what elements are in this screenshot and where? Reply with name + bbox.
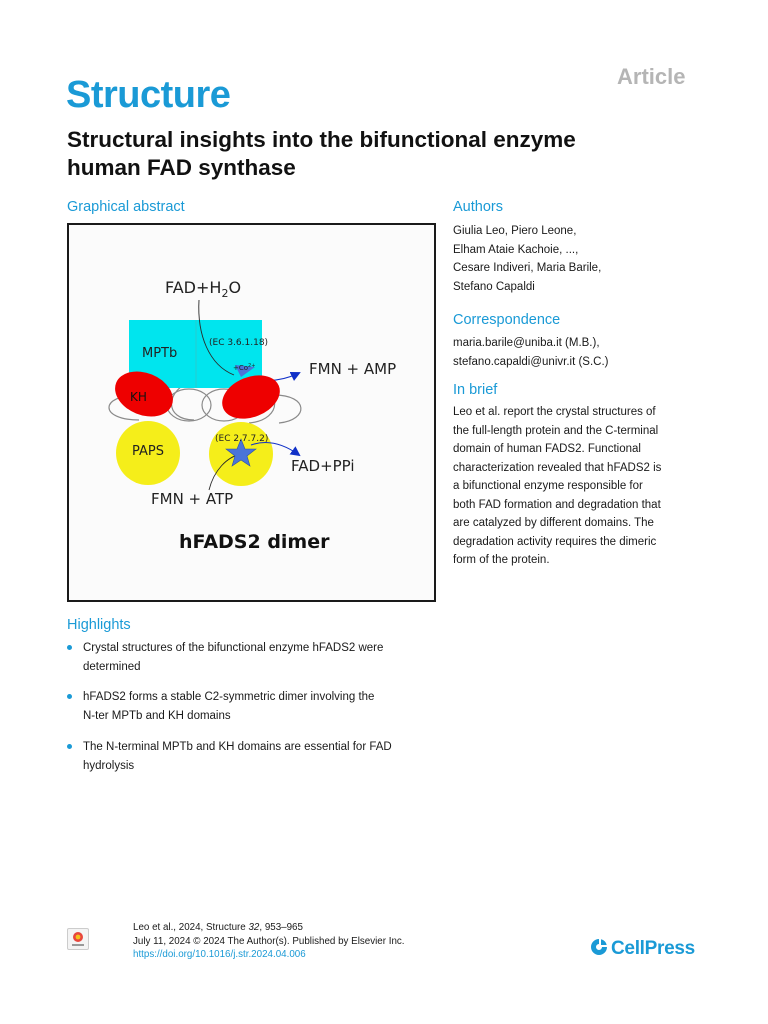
authors-line: Giulia Leo, Piero Leone, [453, 225, 577, 237]
substrate-top-label: $FAD+H_2O$ [165, 278, 242, 300]
highlight-line: determined [83, 660, 141, 673]
diagram-caption: hFADS2 dimer [179, 531, 330, 553]
substrate-bottom-label: FMN + ATP [151, 490, 234, 508]
in-brief-line: are catalyzed by different domains. The [453, 517, 654, 529]
graphical-abstract-figure [67, 223, 436, 602]
highlight-item [67, 738, 447, 775]
paps-label: PAPS [132, 444, 164, 459]
doi-link[interactable]: https://doi.org/10.1016/j.str.2024.04.006 [133, 949, 306, 960]
article-type-label: Article [617, 64, 686, 89]
kh-label: KH [130, 390, 147, 404]
bullet-icon [67, 645, 72, 650]
highlight-line: N-ter MPTb and KH domains [83, 709, 231, 722]
title-line: Structural insights into the bifunctional enzyme [67, 127, 576, 152]
in-brief-text [453, 403, 723, 570]
highlight-line: hFADS2 forms a stable C2-symmetric dimer involving the [83, 691, 375, 703]
publisher-name: CellPress [611, 938, 695, 959]
mptb-label: MPTb [142, 346, 178, 361]
correspondence-list [453, 334, 713, 371]
in-brief-line: a bifunctional enzyme responsible for [453, 480, 643, 492]
authors-line: Cesare Indiveri, Maria Barile, [453, 262, 602, 274]
authors-line: Stefano Capaldi [453, 280, 535, 293]
bullet-icon [67, 694, 72, 699]
linker-loop [274, 395, 301, 423]
highlight-line: Crystal structures of the bifunctional enzyme hFADS2 were [83, 642, 384, 654]
highlights-heading: Highlights [67, 617, 131, 633]
in-brief-line: characterization revealed that hFADS2 is [453, 461, 662, 474]
product-bottom-label: FAD+PPi [291, 457, 355, 475]
authors-heading: Authors [453, 199, 503, 215]
graphical-abstract-diagram [69, 225, 434, 600]
date-copyright-line: July 11, 2024 © 2024 The Author(s). Published by Elsevier Inc. [133, 935, 405, 947]
in-brief-heading: In brief [453, 382, 498, 398]
article-title [67, 126, 707, 182]
in-brief-line: form of the protein. [453, 554, 550, 566]
check-updates-icon [68, 929, 88, 949]
graphical-abstract-heading: Graphical abstract [67, 199, 185, 215]
product-top-label: FMN + AMP [309, 360, 397, 378]
in-brief-line: the full-length protein and the C-terminal [453, 424, 659, 437]
title-line: human FAD synthase [67, 155, 296, 180]
in-brief-line: Leo et al. report the crystal structures of [453, 406, 656, 418]
in-brief-line: degradation activity requires the dimeric [453, 535, 657, 548]
check-for-updates-badge[interactable] [67, 928, 89, 950]
linker-loop [167, 389, 211, 421]
authors-list [453, 222, 713, 296]
citation-footer [133, 921, 405, 962]
highlight-line: hydrolysis [83, 759, 135, 772]
cellpress-logo[interactable] [590, 938, 695, 960]
in-brief-line: domain of human FADS2. Functional [453, 443, 641, 455]
ec-top-label: (EC 3.6.1.18) [209, 338, 269, 348]
ec-bottom-label: (EC 2.7.7.2) [215, 434, 269, 444]
bullet-icon [67, 744, 72, 749]
highlight-item [67, 639, 447, 676]
in-brief-line: both FAD formation and degradation that [453, 498, 661, 511]
citation-line: Leo et al., 2024, Structure 32, 953–965 [133, 922, 303, 933]
correspondence-email[interactable]: stefano.capaldi@univr.it (S.C.) [453, 355, 609, 368]
correspondence-heading: Correspondence [453, 312, 561, 328]
cobalt-label: $+Co^{2+}$ [233, 363, 256, 372]
correspondence-email[interactable]: maria.barile@uniba.it (M.B.), [453, 337, 600, 349]
highlight-line: The N-terminal MPTb and KH domains are essential for FAD [83, 741, 392, 753]
highlight-item [67, 688, 447, 725]
journal-name: Structure [66, 74, 231, 116]
cellpress-mark-icon [590, 938, 608, 956]
authors-line: Elham Ataie Kachoie, ..., [453, 243, 579, 256]
